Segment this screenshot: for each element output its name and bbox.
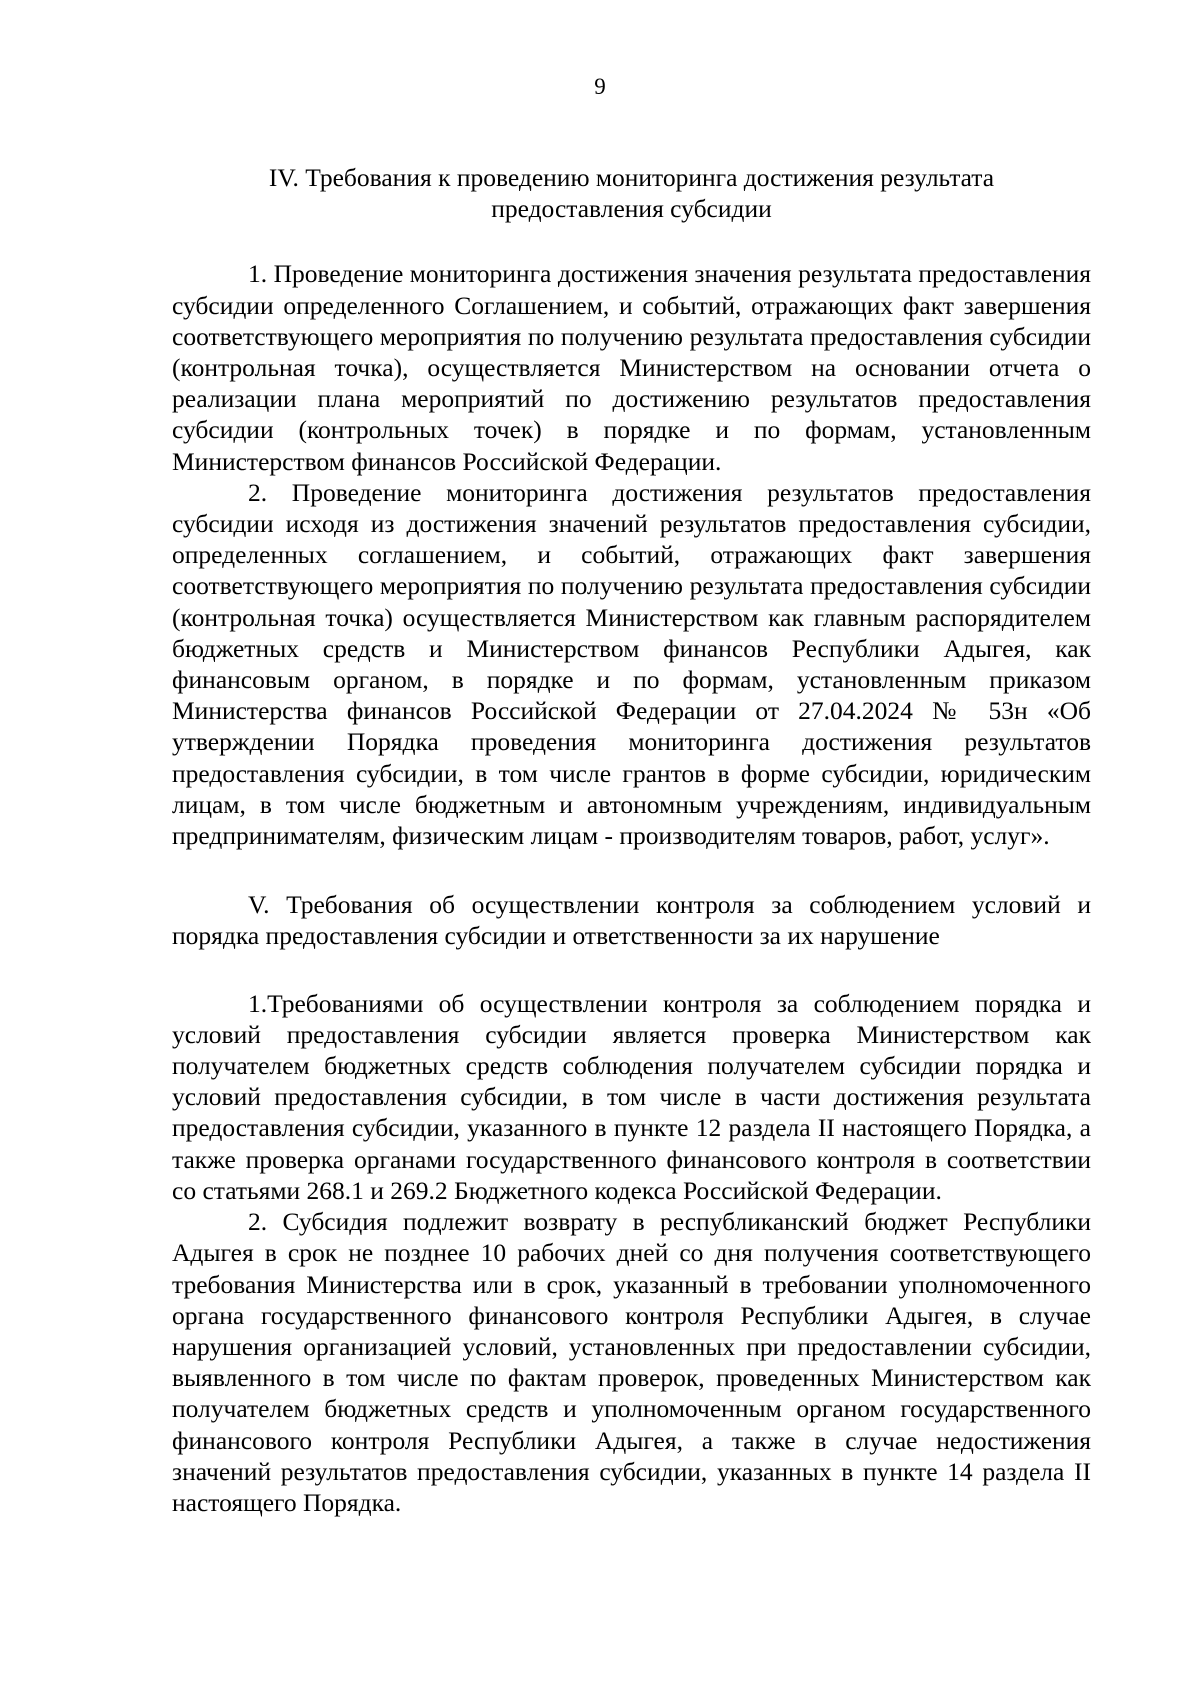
section-4-paragraph-2: 2. Проведение мониторинга достижения результатов предоставления субсидии исходя из достижения значений результатов предоставления субсидии, определенных соглашением, и событий, отражающих факт завершения соответствующего мероприятия по получению результата предоставления субсидии (контрольная точка) осуществляется Министерством как главным распорядителем бюджетных средств и Министерством финансов Республики Адыгея, как финансовым органом, в порядке и по формам, установленным приказом Министерства финансов Российской Федерации от 27.04.2024 № 53н «Об утверждении Порядка проведения мониторинга достижения результатов предоставления субсидии, в том числе грантов в форме субсидии, юридическим лицам, в том числе бюджетным и автономным учреждениям, индивидуальным предпринимателям, физическим лицам - производителям товаров, работ, услуг». bbox=[172, 477, 1091, 851]
section-5-paragraph-2: 2. Субсидия подлежит возврату в республиканский бюджет Республики Адыгея в срок не позднее 10 рабочих дней со дня получения соответствующего требования Министерства или в срок, указанный в требовании уполномоченного органа государственного финансового контроля Республики Адыгея, в случае нарушения организацией условий, установленных при предоставлении субсидии, выявленного в том числе по фактам проверок, проведенных Министерством как получателем бюджетных средств и уполномоченным органом государственного финансового контроля Республики Адыгея, а также в случае недостижения значений результатов предоставления субсидии, указанных в пункте 14 раздела II настоящего Порядка. bbox=[172, 1207, 1091, 1517]
section-5-heading: V. Требования об осуществлении контроля за соблюдением условий и порядка предоставления субсидии и ответственности за их нарушение bbox=[172, 890, 1091, 951]
section-5 bbox=[172, 889, 1091, 1518]
section-4-heading-line-2: предоставления субсидии bbox=[491, 194, 772, 224]
spacer bbox=[172, 224, 1091, 258]
spacer bbox=[172, 952, 1091, 988]
section-4 bbox=[172, 162, 1091, 851]
document-body bbox=[172, 162, 1091, 1518]
spacer bbox=[172, 851, 1091, 889]
section-5-paragraph-1: 1.Требованиями об осуществлении контроля за соблюдением порядка и условий предоставления субсидии является проверка Министерством как получателем бюджетных средств соблюдения получателем субсидии порядка и условий предоставления субсидии, в том числе в части достижения результата предоставления субсидии, указанного в пункте 12 раздела II настоящего Порядка, а также проверка органами государственного финансового контроля в соответствии со статьями 268.1 и 269.2 Бюджетного кодекса Российской Федерации. bbox=[172, 988, 1091, 1205]
section-4-paragraph-1: 1. Проведение мониторинга достижения значения результата предоставления субсидии определенного Соглашением, и событий, отражающих факт завершения соответствующего мероприятия по получению результата предоставления субсидии (контрольная точка), осуществляется Министерством на основании отчета о реализации плана мероприятий по достижению результатов предоставления субсидии (контрольных точек) в порядке и по формам, установленным Министерством финансов Российской Федерации. bbox=[172, 259, 1091, 476]
page-number: 9 bbox=[594, 74, 606, 99]
section-4-heading-line-1: IV. Требования к проведению мониторинга достижения результата bbox=[268, 163, 995, 192]
